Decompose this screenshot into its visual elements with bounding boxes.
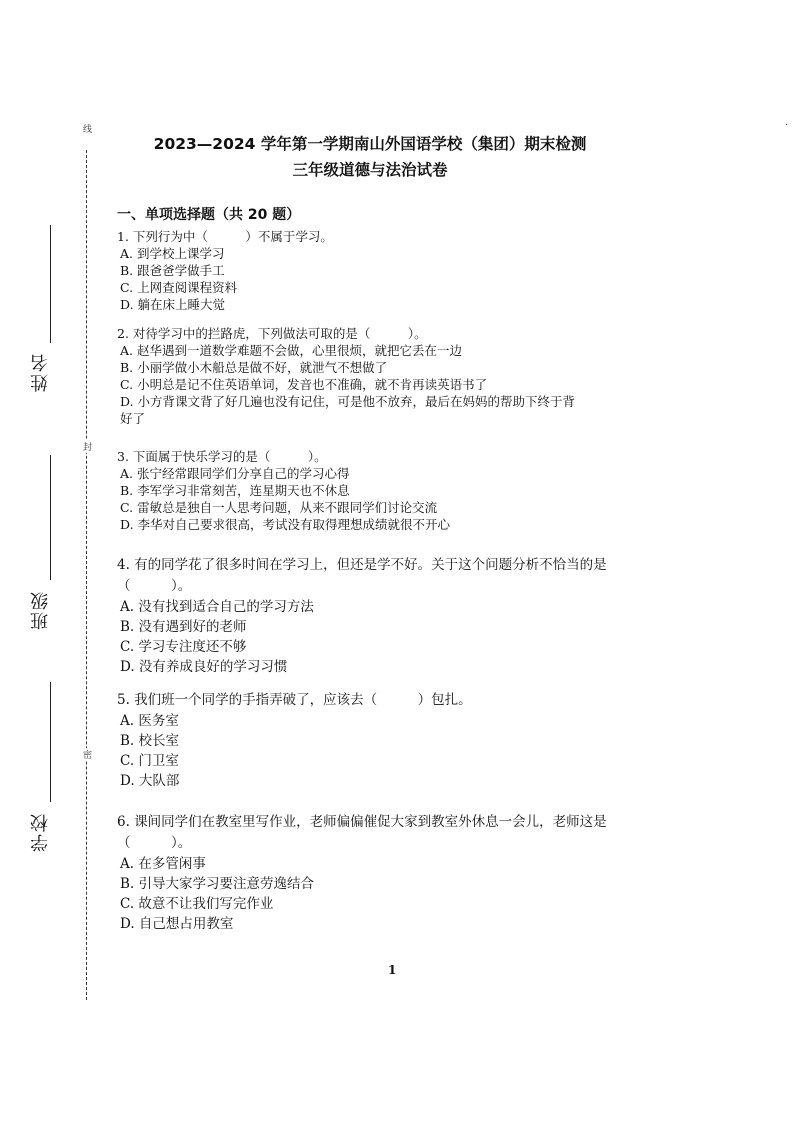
question-stem: 2. 对待学习中的拦路虎，下列做法可取的是（ ）。 <box>117 326 427 341</box>
school-field-label: 学校 <box>30 812 51 852</box>
seal-mark-secret: 密 <box>81 750 91 759</box>
question-stem: 6. 课间同学们在教室里写作业，老师偏偏催促大家到教室外休息一会儿，老师这是 （ ）。 <box>117 814 607 851</box>
option-d[interactable]: D. 李华对自己要求很高，考试没有取得理想成绩就很不开心 <box>120 517 451 532</box>
option-d[interactable]: D. 没有养成良好的学习习惯 <box>120 659 288 675</box>
option-b[interactable]: B. 没有遇到好的老师 <box>120 619 247 635</box>
question-6 <box>117 812 677 934</box>
question-stem: 4. 有的同学花了很多时间在学习上，但还是学不好。关于这个问题分析不恰当的是 （ ）。 <box>117 557 607 594</box>
binding-dashed-line <box>86 150 87 1000</box>
section-heading: 一、单项选择题（共 20 题） <box>117 207 301 223</box>
option-c[interactable]: C. 故意不让我们写完作业 <box>120 896 274 912</box>
exam-subtitle: 三年级道德与法治试卷 <box>292 161 448 179</box>
option-a[interactable]: A. 在多管闲事 <box>120 856 206 872</box>
option-b[interactable]: B. 跟爸爸学做手工 <box>120 263 225 278</box>
option-b[interactable]: B. 校长室 <box>120 733 180 749</box>
option-a[interactable]: A. 没有找到适合自己的学习方法 <box>120 599 314 615</box>
option-b[interactable]: B. 小丽学做小木船总是做不好，就泄气不想做了 <box>120 360 388 375</box>
question-1 <box>117 228 677 313</box>
seal-mark-seal: 封 <box>81 442 91 451</box>
option-c[interactable]: C. 学习专注度还不够 <box>120 639 247 655</box>
question-stem: 5. 我们班一个同学的手指弄破了，应该去（ ）包扎。 <box>117 692 472 708</box>
question-5 <box>117 690 677 791</box>
seal-mark-line: 线 <box>81 124 91 133</box>
edge-mark: · <box>785 120 789 131</box>
question-2 <box>117 325 677 427</box>
option-d[interactable]: D. 小方背课文背了好几遍也没有记住，可是他不放弃，最后在妈妈的帮助下终于背 好了 <box>120 394 576 426</box>
question-4 <box>117 555 677 677</box>
page-number: 1 <box>388 963 397 977</box>
school-field-line[interactable] <box>50 682 51 802</box>
option-d[interactable]: D. 自己想占用教室 <box>120 916 234 932</box>
question-3 <box>117 448 677 533</box>
option-a[interactable]: A. 医务室 <box>120 713 179 729</box>
name-field-line[interactable] <box>50 225 51 343</box>
name-field-label: 姓名 <box>30 352 51 392</box>
option-b[interactable]: B. 李军学习非常刻苦，连星期天也不休息 <box>120 483 350 498</box>
class-field-label: 班级 <box>30 590 51 630</box>
option-c[interactable]: C. 上网查阅课程资料 <box>120 280 238 295</box>
question-stem: 3. 下面属于快乐学习的是（ ）。 <box>117 449 327 464</box>
option-c[interactable]: C. 门卫室 <box>120 753 179 769</box>
option-c[interactable]: C. 雷敏总是独自一人思考问题，从来不跟同学们讨论交流 <box>120 500 438 515</box>
class-field-line[interactable] <box>50 455 51 580</box>
option-a[interactable]: A. 赵华遇到一道数学难题不会做，心里很烦，就把它丢在一边 <box>120 343 462 358</box>
exam-title: 2023—2024 学年第一学期南山外国语学校（集团）期末检测 <box>153 135 587 153</box>
option-b[interactable]: B. 引导大家学习要注意劳逸结合 <box>120 876 315 892</box>
option-a[interactable]: A. 张宁经常跟同学们分享自己的学习心得 <box>120 466 350 481</box>
question-stem: 1. 下列行为中（ ）不属于学习。 <box>117 229 333 244</box>
option-d[interactable]: D. 大队部 <box>120 773 180 789</box>
option-c[interactable]: C. 小明总是记不住英语单词，发音也不准确，就不肯再读英语书了 <box>120 377 488 392</box>
option-a[interactable]: A. 到学校上课学习 <box>120 246 225 261</box>
option-d[interactable]: D. 躺在床上睡大觉 <box>120 297 226 312</box>
